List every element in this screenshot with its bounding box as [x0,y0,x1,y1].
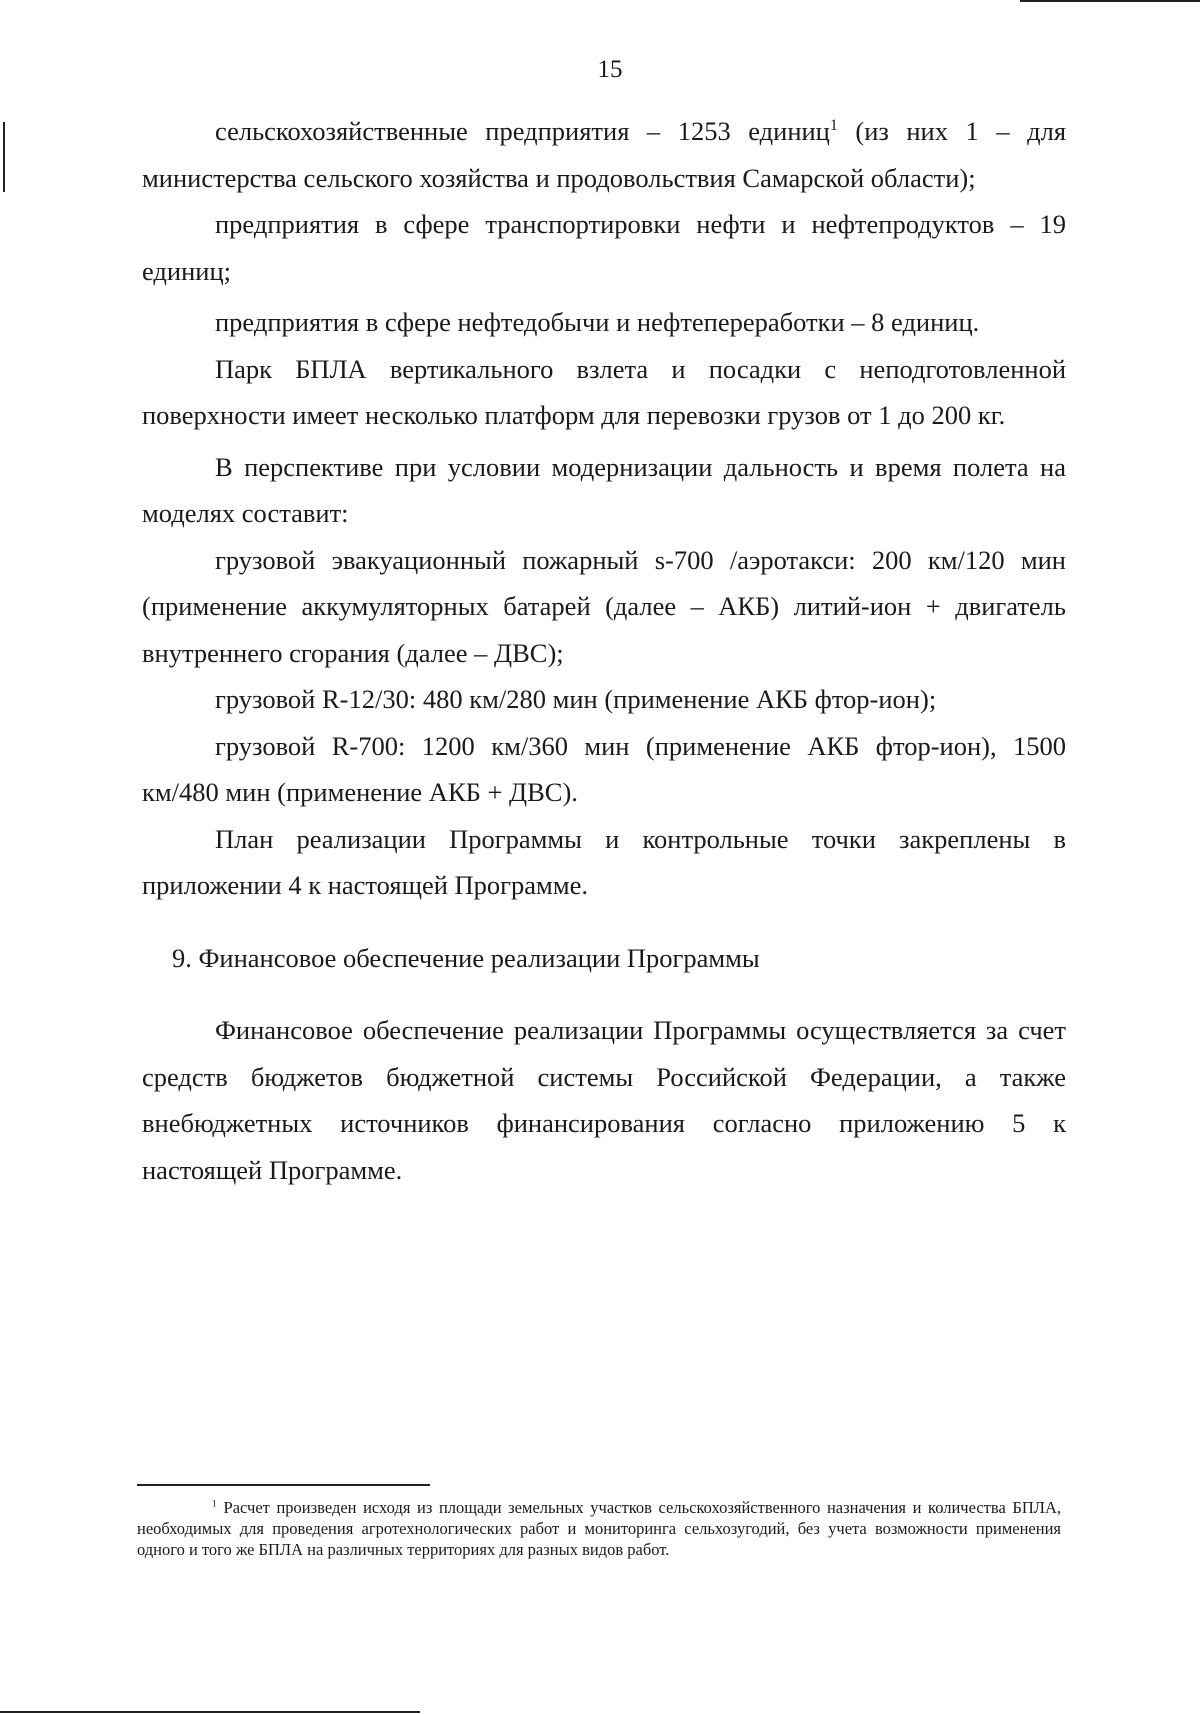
scan-edge-mark-bottom [0,1711,420,1713]
paragraph-1 [142,108,1066,201]
paragraph-9: План реализации Программы и контрольные точки закреплены в приложении 4 к настоящей Программе. [142,823,1066,900]
paragraph-3: предприятия в сфере нефтедобычи и нефтепереработки – 8 единиц. [215,307,980,337]
paragraph-1-post: (из них 1 – для министерства сельского хозяйства и продовольствия Самарской области); [142,116,1067,193]
body-text [142,108,1066,1193]
paragraph-4: Парк БПЛА вертикального взлета и посадки с неподготовленной поверхности имеет несколько платформ для перевозки грузов от 1 до 200 кг. [142,353,1066,430]
paragraph-7: грузовой R-12/30: 480 км/280 мин (применение АКБ фтор-ион); [215,684,937,714]
footnote-separator [137,1484,430,1486]
section-heading: 9. Финансовое обеспечение реализации Программы [172,942,760,973]
paragraph-8: грузовой R-700: 1200 км/360 мин (применение АКБ фтор-ион), 1500 км/480 мин (применение АКБ + ДВС). [142,730,1066,807]
paragraph-6: грузовой эвакуационный пожарный s-700 /аэротакси: 200 км/120 мин (применение аккумуляторных батарей (далее – АКБ) литий-ион + двигатель внутреннего сгорания (далее – ДВС); [142,544,1066,668]
footnote-text: Расчет произведен исходя из площади земельных участков сельскохозяйственного назначения и количества БПЛА, необходимых для проведения агротехнологических работ и мониторинга сельхозугодий, без учета возможности применения одного и того же БПЛА на различных территориях для разных видов работ. [137,1498,1061,1559]
footnote-reference[interactable]: 1 [829,117,838,135]
paragraph-1-pre: сельскохозяйственные предприятия – 1253 единиц [215,116,830,146]
page-number: 15 [597,56,623,83]
section-paragraph: Финансовое обеспечение реализации Программы осуществляется за счет средств бюджетов бюджетной системы Российской Федерации, а также внебюджетных источников финансирования согласно приложению 5 к настоящей Программе. [142,1015,1066,1185]
paragraph-5: В перспективе при условии модернизации дальность и время полета на моделях составит: [142,451,1066,528]
paragraph-2: предприятия в сфере транспортировки нефти и нефтепродуктов – 19 единиц; [142,209,1066,286]
scan-edge-mark-top [1020,0,1200,2]
footnote [137,1497,1061,1560]
footnote-marker: 1 [212,1498,217,1510]
scan-edge-mark-left [3,122,5,192]
